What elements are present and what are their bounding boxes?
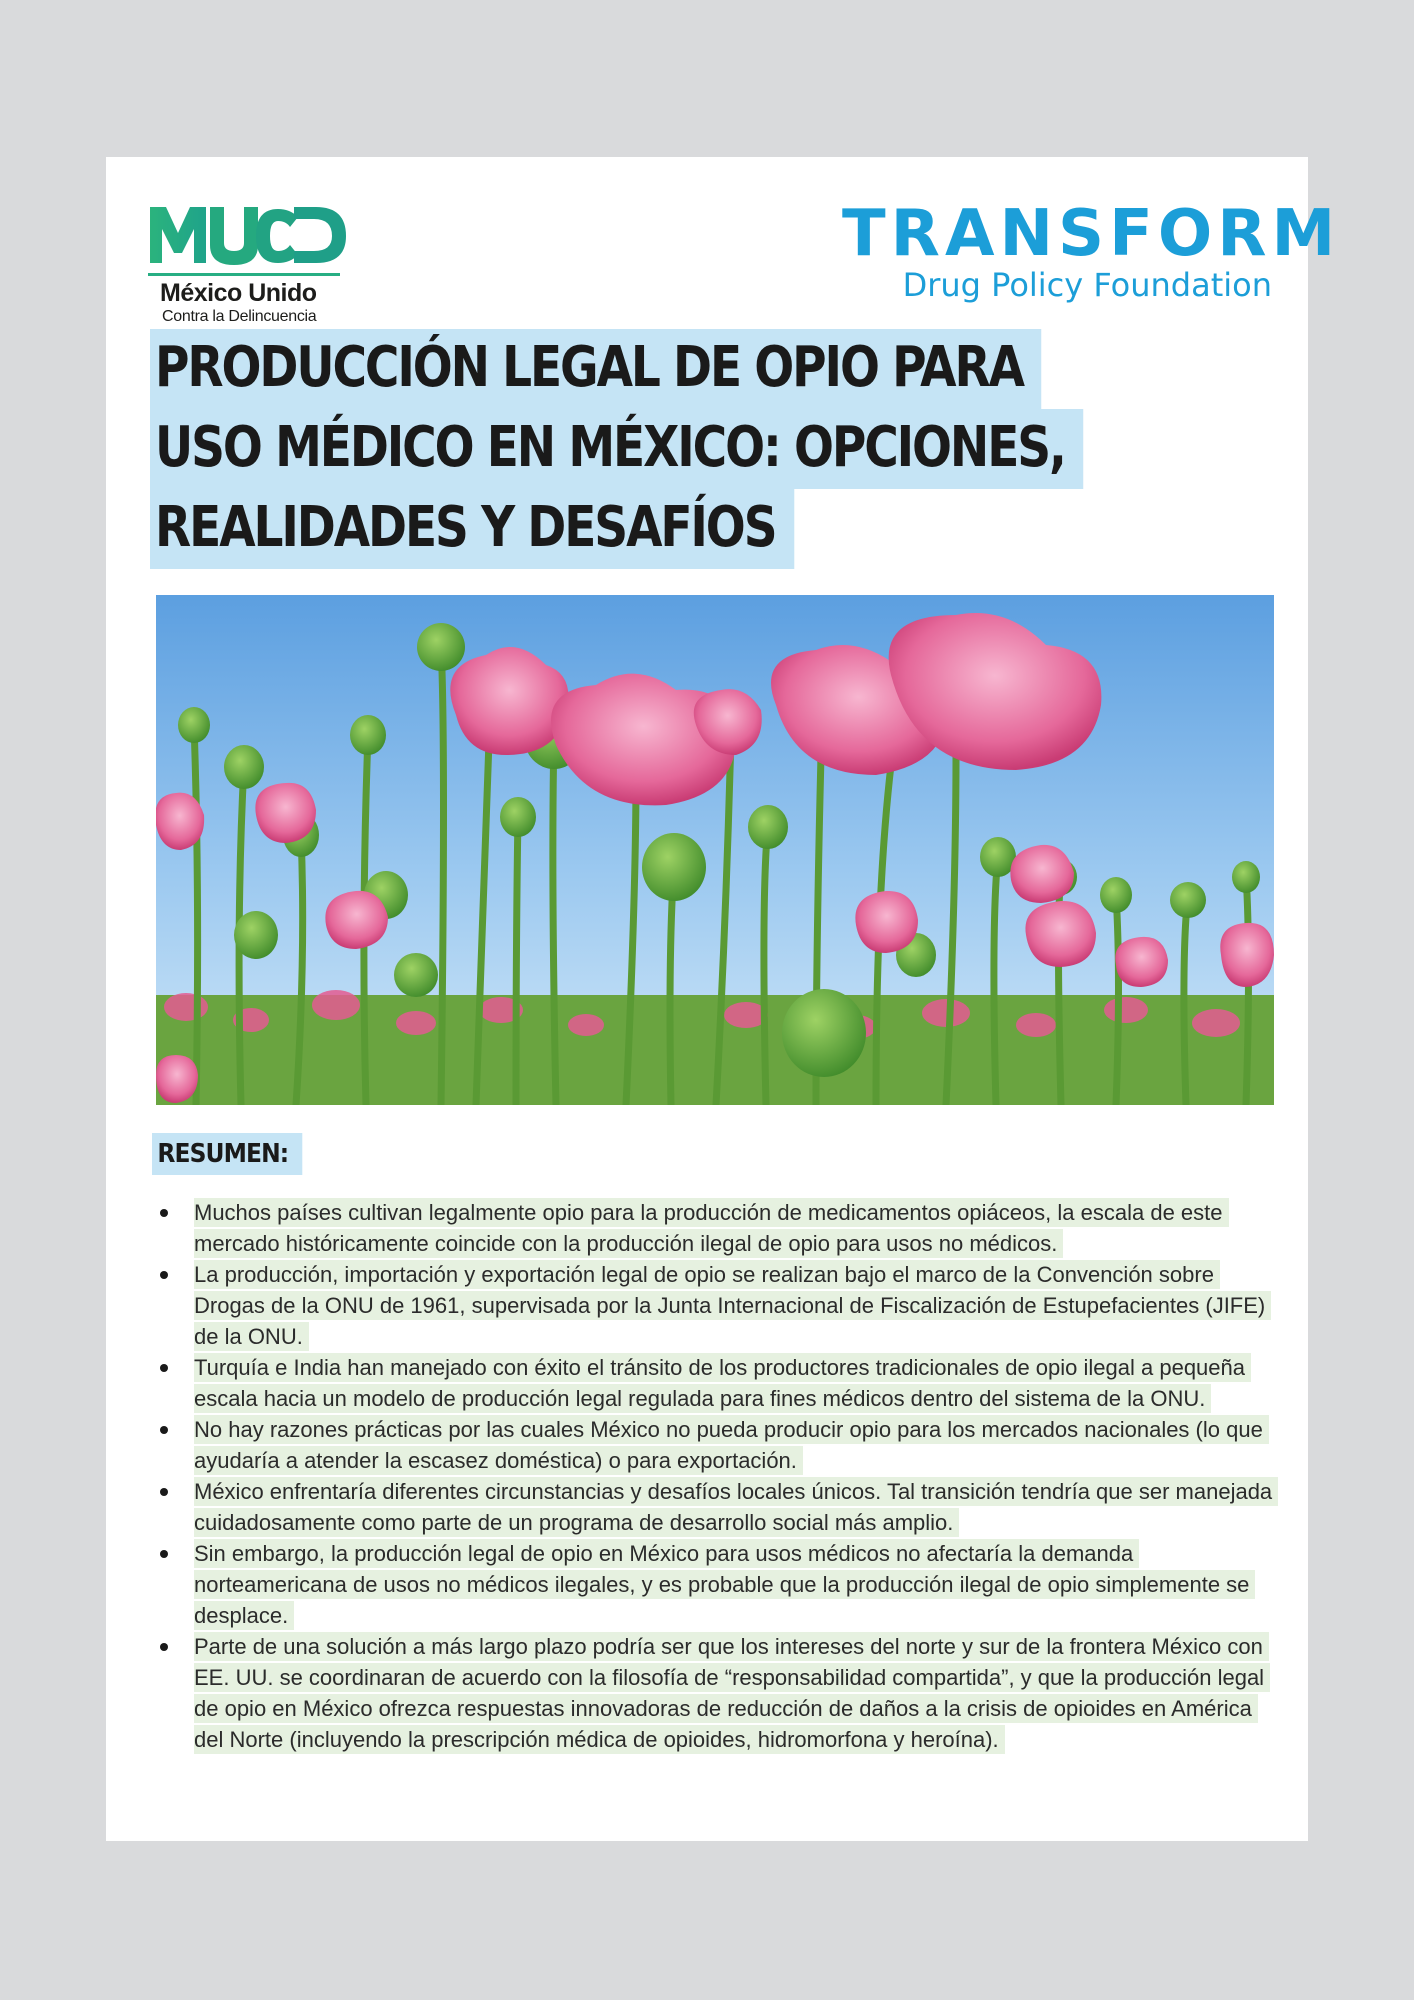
transform-logo-word: TRANSFORM (842, 197, 1341, 271)
summary-bullet-list (150, 1197, 1280, 1755)
title-line-1: PRODUCCIÓN LEGAL DE OPIO PARA (150, 329, 1041, 409)
document-title (150, 329, 1150, 569)
mucd-logo-name: México Unido (160, 279, 317, 307)
summary-bullet-text: La producción, importación y exportación legal de opio se realizan bajo el marco de la Convención sobre Drogas de la ONU de 1961, supervisada por la Junta Internacional de Fiscalización de Estupefacientes (JIFE) de la ONU. (194, 1260, 1271, 1351)
transform-logo (842, 197, 1341, 304)
summary-bullet (150, 1631, 1280, 1755)
title-line-2: USO MÉDICO EN MÉXICO: OPCIONES, (150, 409, 1083, 489)
mucd-logo-subtitle: Contra la Delincuencia (162, 308, 317, 325)
summary-bullet-text: No hay razones prácticas por las cuales México no pueda producir opio para los mercados nacionales (lo que ayudaría a atender la escasez doméstica) o para exportación. (194, 1415, 1269, 1475)
summary-bullet (150, 1259, 1280, 1352)
summary-bullet (150, 1538, 1280, 1631)
summary-bullet (150, 1197, 1280, 1259)
summary-bullet-text: Sin embargo, la producción legal de opio en México para usos médicos no afectaría la demanda norteamericana de usos no médicos ilegales, y es probable que la producción ilegal de opio simplemente se desplace. (194, 1539, 1255, 1630)
summary-bullet (150, 1352, 1280, 1414)
summary-bullet-text: Turquía e India han manejado con éxito el tránsito de los productores tradicionales de opio ilegal a pequeña escala hacia un modelo de producción legal regulada para fines médicos dentro del sistema de la ONU. (194, 1353, 1251, 1413)
summary-heading: RESUMEN: (152, 1133, 303, 1175)
poppy-field-photo (156, 595, 1274, 1105)
mucd-logo-mark (148, 203, 348, 265)
summary-bullet-text: Parte de una solución a más largo plazo podría ser que los intereses del norte y sur de la frontera México con EE. UU. se coordinaran de acuerdo con la filosofía de “responsabilidad compartida”, y que la producción legal de opio en México ofrezca respuestas innovadoras de reducción de daños a la crisis de opioides en América del Norte (incluyendo la prescripción médica de opioides, hidromorfona y heroína). (194, 1632, 1270, 1754)
title-line-3: REALIDADES Y DESAFÍOS (150, 489, 794, 569)
mucd-logo-rule (148, 273, 340, 276)
poppy-field-illustration (156, 595, 1274, 1105)
mucd-logo (148, 203, 348, 325)
summary-bullet (150, 1476, 1280, 1538)
summary-bullet-text: México enfrentaría diferentes circunstancias y desafíos locales únicos. Tal transición tendría que ser manejada cuidadosamente como parte de un programa de desarrollo social más amplio. (194, 1477, 1278, 1537)
summary-bullet-text: Muchos países cultivan legalmente opio para la producción de medicamentos opiáceos, la escala de este mercado históricamente coincide con la producción ilegal de opio para usos no médicos. (194, 1198, 1229, 1258)
transform-logo-subtitle: Drug Policy Foundation (902, 266, 1272, 304)
summary-bullet (150, 1414, 1280, 1476)
document-page (106, 157, 1341, 1841)
